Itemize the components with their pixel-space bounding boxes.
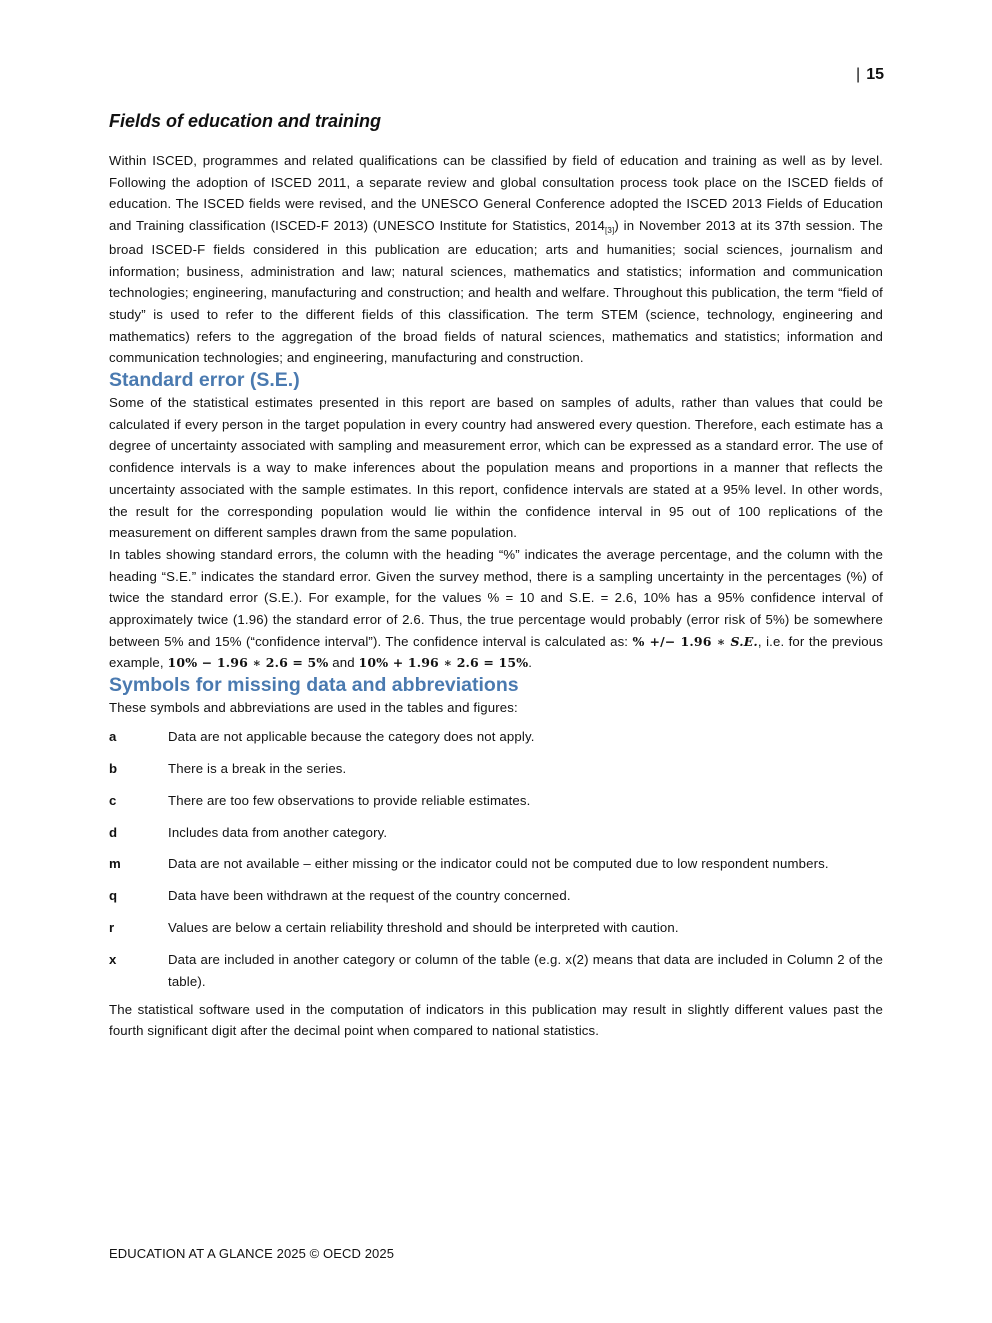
- se-paragraph-text: In tables showing standard errors, the column with the heading “%” indicates the average percentage, and the column with the heading “S.E.” indicates the standard error. Given the survey method, there is a sampling uncertainty in the percentages (%) of twice the standard error (S.E.). For example, for the values % = 10 and S.E. = 2.6, 10% has a 95% confidence interval of approximately twice (1.96) the standard error of 2.6. Thus, the true percentage would probably (error risk of 5%) be somewhere between 5% and 15% (“confidence interval”). The confidence interval is calculated as:: [109, 546, 883, 649]
- symbol-description: There is a break in the series.: [168, 760, 347, 776]
- symbol-key: c: [109, 792, 117, 808]
- reference-link[interactable]: [3]: [605, 226, 615, 236]
- se-text-and: and: [328, 655, 359, 671]
- standard-error-paragraph-1: Some of the statistical estimates presented in this report are based on samples of adults, rather than values that could be calculated if every person in the target population in every country had answered every question. Therefore, each estimate has a degree of uncertainty associated with sampling and measurement error, which can be expressed as a standard error. The use of confidence intervals is a way to make inferences about the population means and proportions in a manner that reflects the uncertainty associated with the sample estimates. In this report, confidence intervals are stated at a 95% level. In other words, the result for the corresponding population would lie within the confidence interval in 95 out of 100 replications of the measurement on different samples drawn from the same population.: [109, 395, 883, 541]
- formula-se: S.E.: [730, 633, 758, 649]
- fields-paragraph-part2: ) in November 2013 at its 37th session. The broad ISCED-F fields considered in this publication are education; arts and humanities; social sciences, journalism and information; business, administration and law; natural sciences, mathematics and statistics; information and communication technologies; engineering, manufacturing and construction; and health and welfare. Throughout this publication, the term “field of study” is used to refer to the different fields of this classification. The term STEM (science, technology, engineering and mathematics) refers to the aggregation of the broad fields of natural sciences, mathematics and statistics; information and communication technologies; and engineering, manufacturing and construction.: [109, 218, 883, 366]
- symbol-key: d: [109, 824, 118, 840]
- symbol-description: There are too few observations to provide reliable estimates.: [168, 792, 531, 808]
- symbol-item: [109, 853, 883, 875]
- symbol-item: [109, 822, 883, 844]
- fields-heading: Fields of education and training: [109, 111, 382, 131]
- symbol-description: Data have been withdrawn at the request of the country concerned.: [168, 888, 571, 904]
- symbol-item: [109, 790, 883, 812]
- symbols-list: [109, 726, 883, 993]
- standard-error-heading: Standard error (S.E.): [109, 369, 300, 392]
- se-text-end: .: [528, 655, 533, 671]
- symbols-heading: Symbols for missing data and abbreviations: [109, 674, 519, 697]
- page-number-separator: |: [856, 66, 861, 83]
- page-number: [856, 66, 884, 84]
- formula-general: % +/− 1.96 ∗: [632, 633, 731, 649]
- symbol-description: Data are included in another category or column of the table (e.g. x(2) means that data are included in Column 2 of the table).: [168, 952, 883, 989]
- symbol-description: Data are not available – either missing or the indicator could not be computed due to low respondent numbers.: [168, 856, 829, 872]
- symbol-description: Includes data from another category.: [168, 824, 388, 840]
- standard-error-paragraph-2: [109, 544, 883, 674]
- fields-paragraph: [109, 150, 883, 369]
- symbol-key: m: [109, 856, 121, 872]
- symbol-key: b: [109, 760, 118, 776]
- formula-lower: 10% − 1.96 ∗ 2.6 = 5%: [167, 655, 329, 671]
- symbols-intro: These symbols and abbreviations are used in the tables and figures:: [109, 700, 518, 716]
- symbol-key: q: [109, 888, 118, 904]
- symbol-description: Data are not applicable because the category does not apply.: [168, 728, 535, 744]
- page-content: [109, 111, 883, 1042]
- fields-paragraph-part1: Within ISCED, programmes and related qualifications can be classified by field of education and training as well as by level. Following the adoption of ISCED 2011, a separate review and global consultation process took place on the ISCED fields of education. The ISCED fields were revised, and the UNESCO General Conference adopted the ISCED 2013 Fields of Education and Training classification (ISCED-F 2013) (UNESCO Institute for Statistics, 2014: [109, 153, 883, 234]
- symbol-description: Values are below a certain reliability threshold and should be interpreted with caution.: [168, 920, 679, 936]
- symbol-item: [109, 758, 883, 780]
- symbol-key: r: [109, 920, 115, 936]
- symbol-item: [109, 917, 883, 939]
- page-number-value: 15: [866, 66, 884, 83]
- formula-upper: 10% + 1.96 ∗ 2.6 = 15%: [358, 655, 529, 671]
- se-text-mid: , i.e. for the previous example,: [109, 633, 883, 671]
- symbol-key: x: [109, 952, 117, 968]
- symbol-item: [109, 885, 883, 907]
- symbol-item: [109, 726, 883, 748]
- symbol-key: a: [109, 728, 117, 744]
- page-footer: EDUCATION AT A GLANCE 2025 © OECD 2025: [109, 1246, 395, 1261]
- symbols-closing-paragraph: The statistical software used in the computation of indicators in this publication may result in slightly different values past the fourth significant digit after the decimal point when compared to national statistics.: [109, 1001, 883, 1039]
- symbol-item: [109, 949, 883, 992]
